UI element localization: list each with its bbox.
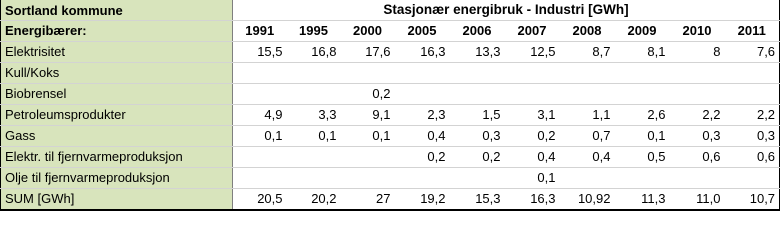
table-cell [725, 63, 780, 84]
sum-row [1, 189, 780, 211]
table-cell [395, 168, 450, 189]
year-header: 2009 [615, 21, 670, 42]
table-cell: 0,1 [287, 126, 341, 147]
table-cell: 2,2 [725, 105, 780, 126]
row-label: Olje til fjernvarmeproduksjon [1, 168, 233, 189]
year-header: 2010 [670, 21, 725, 42]
year-header: 2011 [725, 21, 780, 42]
table-cell [505, 84, 560, 105]
table-cell: 17,6 [341, 42, 395, 63]
table-cell [670, 168, 725, 189]
table-cell: 0,1 [233, 126, 287, 147]
sum-cell: 16,3 [505, 189, 560, 211]
table-cell: 0,5 [615, 147, 670, 168]
table-cell: 16,8 [287, 42, 341, 63]
table-cell: 8 [670, 42, 725, 63]
row-label: Elektrisitet [1, 42, 233, 63]
table-row [1, 147, 780, 168]
table-cell: 1,5 [450, 105, 505, 126]
table-cell [341, 147, 395, 168]
year-header-row [1, 21, 780, 42]
table-row [1, 126, 780, 147]
table-row [1, 42, 780, 63]
table-cell: 0,2 [505, 126, 560, 147]
table-cell: 0,2 [341, 84, 395, 105]
table-cell [395, 84, 450, 105]
table-cell: 0,3 [450, 126, 505, 147]
title-row [1, 0, 780, 21]
table-cell: 7,6 [725, 42, 780, 63]
table-row [1, 168, 780, 189]
year-header: 2006 [450, 21, 505, 42]
table-cell: 1,1 [560, 105, 615, 126]
table-row [1, 84, 780, 105]
table-cell: 0,3 [670, 126, 725, 147]
table-cell [615, 84, 670, 105]
table-cell: 0,2 [395, 147, 450, 168]
year-header: 2000 [341, 21, 395, 42]
sum-cell: 27 [341, 189, 395, 211]
table-cell [450, 168, 505, 189]
table-cell: 0,6 [725, 147, 780, 168]
table-cell [615, 168, 670, 189]
table-cell: 3,3 [287, 105, 341, 126]
table-row [1, 105, 780, 126]
table-cell: 8,7 [560, 42, 615, 63]
table-cell: 16,3 [395, 42, 450, 63]
table-cell [450, 84, 505, 105]
row-label: Biobrensel [1, 84, 233, 105]
table-cell: 2,6 [615, 105, 670, 126]
table-cell [341, 63, 395, 84]
municipality-title: Sortland kommune [1, 0, 233, 21]
table-cell: 12,5 [505, 42, 560, 63]
table-cell [341, 168, 395, 189]
table-header: Stasjonær energibruk - Industri [GWh] [233, 0, 780, 21]
table-cell [450, 63, 505, 84]
year-header: 2005 [395, 21, 450, 42]
table-cell [560, 84, 615, 105]
table-cell: 9,1 [341, 105, 395, 126]
year-header: 2007 [505, 21, 560, 42]
year-header: 1995 [287, 21, 341, 42]
table-cell: 0,1 [505, 168, 560, 189]
table-cell: 0,2 [450, 147, 505, 168]
sum-cell: 10,7 [725, 189, 780, 211]
sum-cell: 20,2 [287, 189, 341, 211]
table-cell: 15,5 [233, 42, 287, 63]
row-label: Kull/Koks [1, 63, 233, 84]
table-cell [233, 84, 287, 105]
table-cell [560, 63, 615, 84]
sum-cell: 10,92 [560, 189, 615, 211]
table-cell [233, 63, 287, 84]
table-cell [725, 84, 780, 105]
year-header: 1991 [233, 21, 287, 42]
table-cell: 0,7 [560, 126, 615, 147]
sum-label: SUM [GWh] [1, 189, 233, 211]
table-cell [725, 168, 780, 189]
table-cell [560, 168, 615, 189]
table-cell [287, 168, 341, 189]
table-cell [505, 63, 560, 84]
table-cell: 0,3 [725, 126, 780, 147]
table-cell [287, 147, 341, 168]
table-cell [233, 147, 287, 168]
row-label: Elektr. til fjernvarmeproduksjon [1, 147, 233, 168]
table-cell [233, 168, 287, 189]
table-cell: 8,1 [615, 42, 670, 63]
energy-carrier-label: Energibærer: [1, 21, 233, 42]
table-cell: 3,1 [505, 105, 560, 126]
table-cell: 0,4 [505, 147, 560, 168]
sum-cell: 20,5 [233, 189, 287, 211]
table-cell: 4,9 [233, 105, 287, 126]
table-cell [670, 63, 725, 84]
sum-cell: 15,3 [450, 189, 505, 211]
table-cell [287, 84, 341, 105]
sum-cell: 11,3 [615, 189, 670, 211]
table-cell: 0,1 [341, 126, 395, 147]
table-row [1, 63, 780, 84]
table-cell: 0,1 [615, 126, 670, 147]
table-cell: 2,3 [395, 105, 450, 126]
table-cell: 13,3 [450, 42, 505, 63]
row-label: Gass [1, 126, 233, 147]
year-header: 2008 [560, 21, 615, 42]
table-cell: 0,4 [395, 126, 450, 147]
row-label: Petroleumsprodukter [1, 105, 233, 126]
table-cell [287, 63, 341, 84]
table-cell [395, 63, 450, 84]
table-cell: 0,6 [670, 147, 725, 168]
sum-cell: 11,0 [670, 189, 725, 211]
table-cell [670, 84, 725, 105]
table-cell: 2,2 [670, 105, 725, 126]
sum-cell: 19,2 [395, 189, 450, 211]
table-cell: 0,4 [560, 147, 615, 168]
table-cell [615, 63, 670, 84]
